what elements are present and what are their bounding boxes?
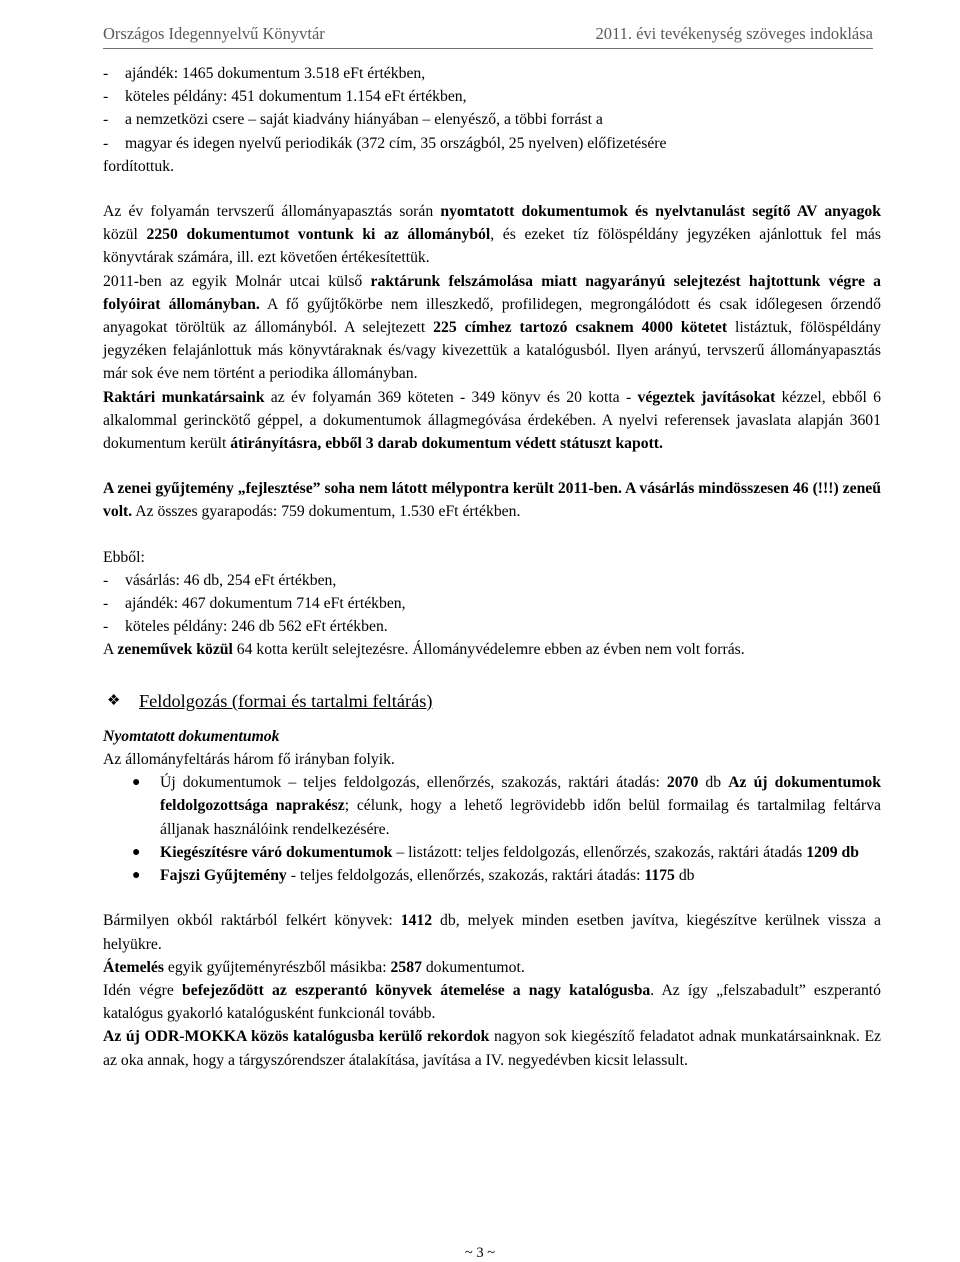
text-run: – listázott: teljes feldolgozás, ellenőrzés, szakozás, raktári átadás [392, 843, 807, 861]
bold-text: Kiegészítésre váró dokumentumok [160, 843, 393, 861]
list-item [103, 615, 881, 638]
dash-marker: - [103, 111, 109, 129]
paragraph-warehouse-liquidation [103, 270, 881, 386]
list-item-text: köteles példány: 451 dokumentum 1.154 eFt értékben, [125, 88, 467, 106]
dash-marker: - [103, 65, 109, 82]
text-run: Az összes gyarapodás: 759 dokumentum, 1.530 eFt értékben. [132, 503, 521, 521]
intro-line: Az állományfeltárás három fő irányban folyik. [103, 751, 395, 769]
dash-marker: - [103, 595, 109, 613]
bold-text: Az új dokumentumok feldolgozottsága naprakész [160, 774, 881, 815]
acquisition-source-list [103, 62, 881, 178]
list-item-text: vásárlás: 46 db, 254 eFt értékben, [125, 571, 337, 589]
text-run: db [674, 867, 695, 885]
list-item [103, 108, 881, 131]
bold-text: 1412 [400, 912, 433, 930]
text-run: kézzel, ebből 6 alkalommal gerinckötő géppel, a dokumentumok állagmegóvása érdekében. A nyelvi referensek javaslata alapján 3601 dokumentum került [103, 388, 881, 453]
text-run: 64 kotta került selejtezésre. Állományvédelemre ebben az évben nem volt forrás. [232, 641, 745, 659]
text-run: A fő gyűjtőkörbe nem illeszkedő, profilidegen, megrongálódott és csak időlegesen őrzendő anyagokat töröltük az állományból. A selejtezett [103, 295, 881, 337]
section-heading [103, 690, 881, 713]
text-run: , és ezeket tíz fölöspéldány jegyzéken ajánlottuk fel más könyvtárak számára, ill. ezt követően értékesítettük. [103, 226, 881, 267]
dash-marker: - [103, 618, 109, 636]
list-item [103, 592, 881, 615]
bold-text: 2250 dokumentumot vontunk ki az állományból [146, 226, 491, 244]
bold-text: Az új ODR-MOKKA közös katalógusba kerülő rekordok [103, 1028, 490, 1046]
bold-text: Raktári munkatársaink [103, 388, 265, 406]
bullet-dot-icon: ● [132, 844, 141, 860]
text-run: az év folyamán 369 köteten - 349 könyv és 20 kotta - [264, 388, 638, 406]
bullet-dot-icon: ● [132, 868, 141, 884]
breakdown-label: Ebből: [103, 548, 145, 566]
page-number: ~ 3 ~ [464, 1245, 496, 1261]
bold-text: átirányításra, ebből 3 darab dokumentum védett státuszt kapott. [230, 435, 663, 453]
paragraph-transfer [103, 956, 881, 979]
text-run: Új dokumentumok – teljes feldolgozás, ellenőrzés, szakozás, raktári átadás: [160, 774, 667, 792]
bold-text: Fajszi Gyűjtemény [160, 867, 287, 885]
page-header [103, 20, 873, 49]
bullet-item [103, 864, 881, 887]
music-acquisition-list [103, 569, 881, 639]
bullet-item [103, 771, 881, 841]
text-run: db [698, 774, 729, 792]
bullet-dot-icon: ● [132, 775, 141, 791]
bold-text: 225 címhez tartozó csaknem 4000 kötetet [433, 319, 728, 337]
text-run: - teljes feldolgozás, ellenőrzés, szakozás, raktári átadás: [286, 867, 645, 885]
list-continuation: fordítottuk. [103, 157, 175, 175]
list-item [103, 62, 881, 85]
text-run: ; célunk, hogy a lehető legrövidebb időn belül formailag és tartalmilag feltárva álljanak használóink rendelkezésére. [160, 797, 881, 838]
bullet-text [160, 864, 881, 887]
subsection-title: Nyomtatott dokumentumok [103, 727, 280, 745]
bold-text: Átemelés [103, 958, 164, 976]
paragraph-odr-mokka [103, 1025, 881, 1071]
text-run: listáztuk, fölöspéldány jegyzéken felajánlottuk más könyvtáraknak és/vagy kivezettük a katalógusból. Ilyen arányú, tervszerű állományapasztás már sok éve nem történt a periodika állományban. [103, 319, 882, 383]
list-item-text: ajándék: 1465 dokumentum 3.518 eFt értékben, [125, 65, 426, 82]
dash-marker: - [103, 134, 109, 152]
bold-text: végeztek javításokat [637, 388, 776, 406]
paragraph-requested-books [103, 909, 881, 955]
bold-text: A zenei gyűjtemény „fejlesztése” soha nem látott mélypontra került 2011-ben. A vásárlás mindösszesen 46 (!!!) zeneű volt. [103, 480, 881, 521]
text-run: Idén végre [103, 981, 182, 999]
list-item [103, 569, 881, 592]
bold-text: 1175 [644, 867, 675, 885]
paragraph-music-collection [103, 477, 881, 523]
text-run: . Az így „felszabadult” eszperantó katalógus gyakorló katalógusként funkcionál tovább. [103, 981, 882, 1023]
bold-text: nyomtatott dokumentumok és nyelvtanulást segítő AV anyagok [440, 203, 881, 221]
list-item-text: magyar és idegen nyelvű periodikák (372 cím, 35 országból, 25 nyelven) előfizetésére [125, 134, 667, 152]
text-run: 2011-ben az egyik Molnár utcai külső [103, 272, 371, 290]
text-run: egyik gyűjteményrészből másikba: [163, 958, 391, 976]
bold-text: befejeződött az eszperantó könyvek átemelése a nagy katalógusba [182, 981, 651, 999]
list-item-text: köteles példány: 246 db 562 eFt értékben. [125, 618, 388, 636]
diamond-bullet-icon: ❖ [107, 692, 121, 709]
text-run: A [103, 641, 118, 659]
text-run: dokumentumot. [421, 958, 525, 976]
list-item-text: a nemzetközi csere – saját kiadvány hiányában – elenyésző, a többi forrást a [125, 111, 603, 129]
processing-bullet-list [103, 771, 881, 887]
bold-text: 1209 db [806, 843, 859, 861]
list-item [103, 85, 881, 108]
bold-text: raktárunk felszámolása miatt nagyarányú selejtezést hajtottunk végre a folyóirat állományban. [103, 272, 881, 313]
bold-text: zeneművek közül [117, 641, 233, 659]
bullet-text [160, 841, 881, 864]
paragraph-repairs [103, 386, 881, 456]
paragraph-weeding [103, 200, 881, 270]
header-report-title: 2011. évi tevékenység szöveges indoklása [595, 24, 873, 43]
text-run: közül [103, 226, 147, 244]
paragraph-music-weeding [103, 638, 881, 661]
text-run: db, melyek minden esetben javítva, kiegészítve kerülnek vissza a helyükre. [103, 912, 881, 953]
text-run: Bármilyen okból raktárból felkért könyvek: [103, 912, 401, 930]
dash-marker: - [103, 571, 109, 589]
bullet-text [160, 771, 881, 841]
section-title: Feldolgozás (formai és tartalmi feltárás) [139, 690, 433, 711]
list-item-text: ajándék: 467 dokumentum 714 eFt értékben, [125, 595, 406, 613]
bold-text: 2587 [390, 958, 422, 976]
text-run: nagyon sok kiegészítő feladatot adnak munkatársainknak. Ez az oka annak, hogy a tárgyszórendszer átalakítása, javítása a IV. negyedévben kicsit lelassult. [103, 1028, 881, 1069]
header-institution: Országos Idegennyelvű Könyvtár [103, 24, 325, 43]
bold-text: 2070 [666, 774, 699, 792]
text-run: Az év folyamán tervszerű állományapasztás során [103, 203, 441, 221]
page-content [103, 62, 881, 1072]
bullet-item [103, 841, 881, 864]
paragraph-esperanto [103, 979, 881, 1025]
dash-marker: - [103, 88, 109, 106]
list-item [103, 132, 881, 155]
